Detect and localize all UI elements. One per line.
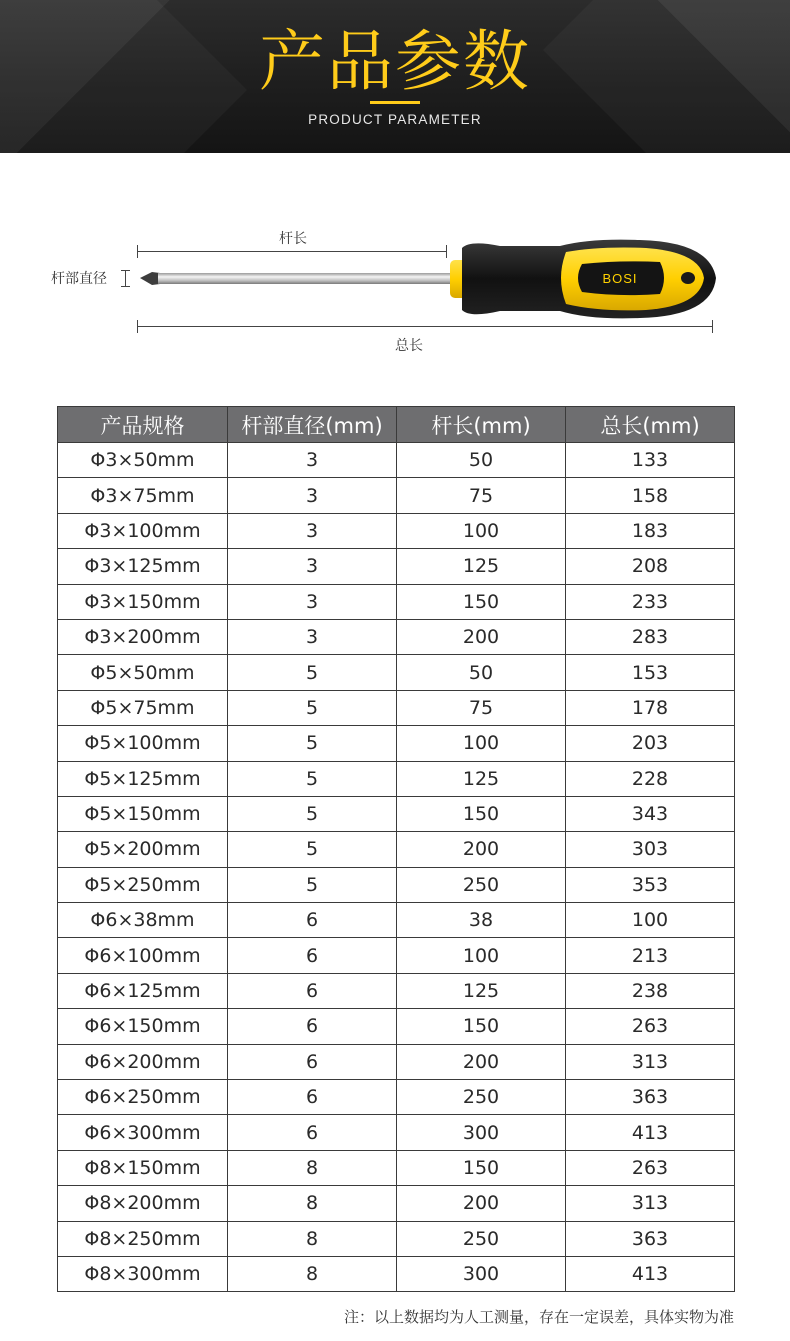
handle-hang-hole <box>681 272 695 284</box>
table-row <box>58 513 735 548</box>
cell-rod-diameter: 6 <box>228 1044 397 1079</box>
screwdriver-tip <box>140 272 160 285</box>
cell-spec: Φ6×250mm <box>58 1080 228 1115</box>
cell-rod-length: 50 <box>397 655 566 690</box>
cell-spec: Φ5×100mm <box>58 726 228 761</box>
table-row <box>58 1186 735 1221</box>
cell-spec: Φ8×150mm <box>58 1150 228 1185</box>
cell-total-length: 158 <box>566 478 735 513</box>
total-length-label: 总长 <box>395 338 423 354</box>
cell-total-length: 363 <box>566 1221 735 1256</box>
cell-spec: Φ6×300mm <box>58 1115 228 1150</box>
table-row <box>58 478 735 513</box>
table-header-row <box>58 407 735 443</box>
cell-rod-diameter: 8 <box>228 1186 397 1221</box>
table-row <box>58 832 735 867</box>
spec-table <box>57 406 735 1292</box>
cell-spec: Φ3×75mm <box>58 478 228 513</box>
cell-rod-length: 300 <box>397 1256 566 1291</box>
cell-rod-length: 200 <box>397 1186 566 1221</box>
total-length-tick-right <box>712 320 713 333</box>
header-total-length: 总长(mm) <box>566 407 735 443</box>
table-row <box>58 726 735 761</box>
table-row <box>58 1080 735 1115</box>
table-row <box>58 584 735 619</box>
cell-total-length: 413 <box>566 1256 735 1291</box>
header-banner <box>0 0 790 153</box>
table-row <box>58 1256 735 1291</box>
cell-total-length: 263 <box>566 1009 735 1044</box>
cell-total-length: 363 <box>566 1080 735 1115</box>
cell-rod-length: 150 <box>397 1009 566 1044</box>
cell-rod-length: 150 <box>397 1150 566 1185</box>
cell-rod-length: 150 <box>397 584 566 619</box>
cell-spec: Φ6×125mm <box>58 973 228 1008</box>
cell-rod-length: 100 <box>397 938 566 973</box>
page-title: 产品参数 <box>259 23 531 100</box>
cell-total-length: 303 <box>566 832 735 867</box>
cell-total-length: 228 <box>566 761 735 796</box>
rod-diameter-label: 杆部直径 <box>51 271 107 287</box>
table-row <box>58 1150 735 1185</box>
page-subtitle: PRODUCT PARAMETER <box>308 112 482 127</box>
cell-spec: Φ5×50mm <box>58 655 228 690</box>
cell-spec: Φ6×100mm <box>58 938 228 973</box>
cell-total-length: 413 <box>566 1115 735 1150</box>
cell-total-length: 353 <box>566 867 735 902</box>
cell-rod-length: 200 <box>397 619 566 654</box>
cell-rod-diameter: 3 <box>228 478 397 513</box>
cell-rod-diameter: 3 <box>228 619 397 654</box>
cell-rod-diameter: 6 <box>228 973 397 1008</box>
cell-rod-diameter: 5 <box>228 867 397 902</box>
cell-rod-diameter: 5 <box>228 690 397 725</box>
cell-rod-length: 75 <box>397 478 566 513</box>
table-row <box>58 1221 735 1256</box>
cell-rod-length: 200 <box>397 832 566 867</box>
header-rod-length: 杆长(mm) <box>397 407 566 443</box>
cell-rod-diameter: 8 <box>228 1256 397 1291</box>
cell-rod-diameter: 6 <box>228 1080 397 1115</box>
cell-spec: Φ8×250mm <box>58 1221 228 1256</box>
cell-total-length: 178 <box>566 690 735 725</box>
cell-total-length: 133 <box>566 443 735 478</box>
cell-rod-diameter: 3 <box>228 584 397 619</box>
cell-rod-diameter: 8 <box>228 1150 397 1185</box>
cell-rod-length: 38 <box>397 903 566 938</box>
header-rod-diameter: 杆部直径(mm) <box>228 407 397 443</box>
cell-total-length: 343 <box>566 796 735 831</box>
cell-spec: Φ5×200mm <box>58 832 228 867</box>
cell-total-length: 208 <box>566 549 735 584</box>
cell-total-length: 238 <box>566 973 735 1008</box>
cell-spec: Φ5×250mm <box>58 867 228 902</box>
cell-rod-length: 300 <box>397 1115 566 1150</box>
cell-rod-length: 100 <box>397 513 566 548</box>
cell-total-length: 263 <box>566 1150 735 1185</box>
cell-rod-length: 50 <box>397 443 566 478</box>
table-row <box>58 1009 735 1044</box>
cell-spec: Φ3×50mm <box>58 443 228 478</box>
handle-brand: BOSI <box>602 271 638 286</box>
total-length-line <box>137 326 713 327</box>
table-row <box>58 655 735 690</box>
cell-rod-length: 125 <box>397 549 566 584</box>
cell-total-length: 183 <box>566 513 735 548</box>
cell-rod-diameter: 5 <box>228 726 397 761</box>
table-row <box>58 796 735 831</box>
cell-total-length: 313 <box>566 1044 735 1079</box>
dimension-diagram <box>0 200 790 370</box>
cell-rod-diameter: 3 <box>228 443 397 478</box>
cell-rod-diameter: 6 <box>228 1115 397 1150</box>
cell-total-length: 153 <box>566 655 735 690</box>
cell-spec: Φ3×200mm <box>58 619 228 654</box>
cell-rod-length: 150 <box>397 796 566 831</box>
cell-total-length: 313 <box>566 1186 735 1221</box>
cell-rod-diameter: 5 <box>228 655 397 690</box>
table-row <box>58 443 735 478</box>
cell-rod-length: 125 <box>397 973 566 1008</box>
cell-rod-diameter: 5 <box>228 832 397 867</box>
table-row <box>58 761 735 796</box>
cell-total-length: 213 <box>566 938 735 973</box>
table-row <box>58 867 735 902</box>
cell-spec: Φ5×150mm <box>58 796 228 831</box>
table-row <box>58 1115 735 1150</box>
cell-rod-length: 125 <box>397 761 566 796</box>
cell-spec: Φ3×150mm <box>58 584 228 619</box>
table-row <box>58 690 735 725</box>
cell-rod-diameter: 6 <box>228 1009 397 1044</box>
cell-rod-length: 100 <box>397 726 566 761</box>
cell-total-length: 203 <box>566 726 735 761</box>
cell-total-length: 283 <box>566 619 735 654</box>
cell-spec: Φ8×200mm <box>58 1186 228 1221</box>
table-row <box>58 549 735 584</box>
cell-rod-length: 250 <box>397 1080 566 1115</box>
footer-note: 注：以上数据均为人工测量，存在一定误差，具体实物为准 <box>343 1308 734 1326</box>
cell-rod-diameter: 3 <box>228 549 397 584</box>
cell-rod-diameter: 6 <box>228 903 397 938</box>
cell-spec: Φ8×300mm <box>58 1256 228 1291</box>
cell-total-length: 233 <box>566 584 735 619</box>
cell-spec: Φ6×38mm <box>58 903 228 938</box>
cell-rod-length: 250 <box>397 867 566 902</box>
cell-spec: Φ3×100mm <box>58 513 228 548</box>
table-row <box>58 903 735 938</box>
screwdriver-shaft <box>158 273 453 284</box>
cell-spec: Φ6×150mm <box>58 1009 228 1044</box>
header-spec: 产品规格 <box>58 407 228 443</box>
table-body <box>58 443 735 1292</box>
rod-length-label: 杆长 <box>279 231 307 247</box>
title-underline <box>370 101 420 104</box>
cell-rod-diameter: 5 <box>228 796 397 831</box>
cell-rod-diameter: 3 <box>228 513 397 548</box>
cell-spec: Φ3×125mm <box>58 549 228 584</box>
cell-spec: Φ5×75mm <box>58 690 228 725</box>
cell-rod-length: 200 <box>397 1044 566 1079</box>
table-row <box>58 938 735 973</box>
table-row <box>58 619 735 654</box>
cell-rod-diameter: 5 <box>228 761 397 796</box>
total-length-tick-left <box>137 320 138 333</box>
cell-spec: Φ6×200mm <box>58 1044 228 1079</box>
cell-rod-diameter: 6 <box>228 938 397 973</box>
cell-total-length: 100 <box>566 903 735 938</box>
cell-rod-length: 250 <box>397 1221 566 1256</box>
table-row <box>58 973 735 1008</box>
cell-rod-length: 75 <box>397 690 566 725</box>
table-row <box>58 1044 735 1079</box>
cell-spec: Φ5×125mm <box>58 761 228 796</box>
cell-rod-diameter: 8 <box>228 1221 397 1256</box>
